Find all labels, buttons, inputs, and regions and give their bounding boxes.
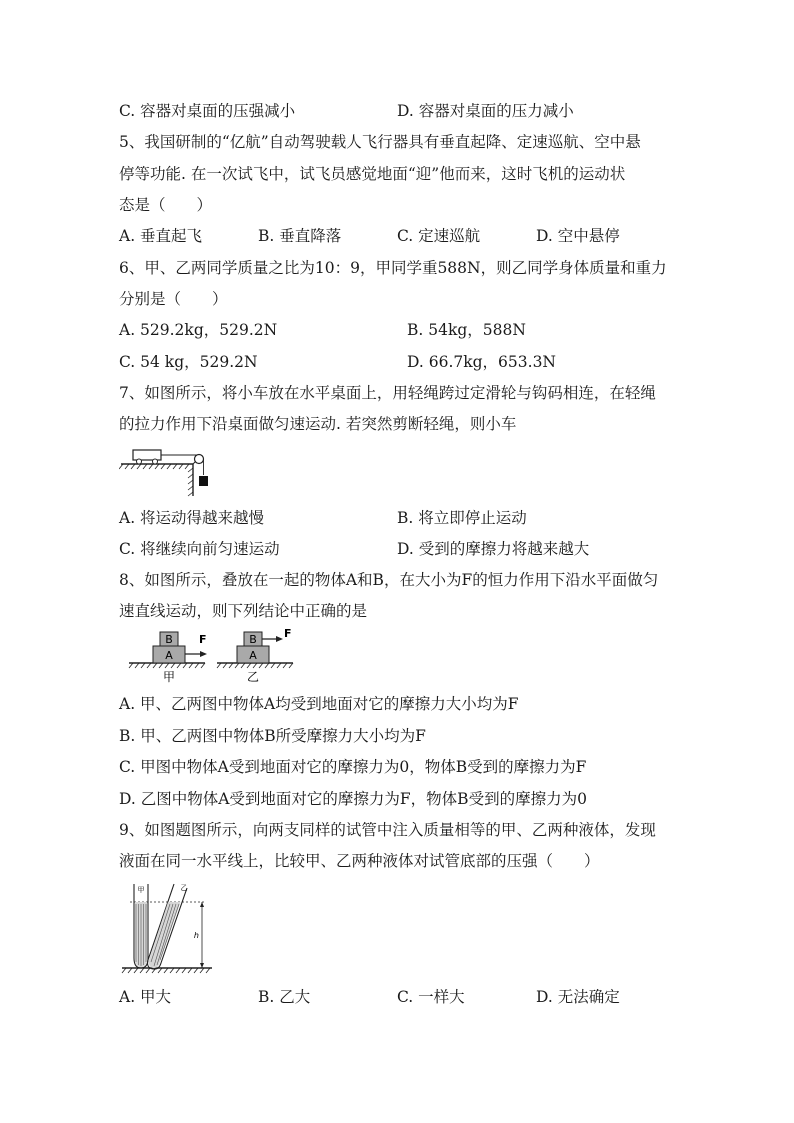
q6-stem-line2: 分别是（ ） [119, 290, 228, 308]
q4-option-d: D. 容器对桌面的压力减小 [397, 102, 574, 120]
label-yi: 乙 [246, 670, 260, 684]
q5-stem-line1: 5、我国研制的“亿航”自动驾驶载人飞行器具有垂直起降、定速巡航、空中悬 [119, 133, 641, 151]
hook-weight [199, 476, 208, 486]
cart-wheel [137, 459, 142, 464]
q9-option-b: B. 乙大 [258, 988, 311, 1006]
q5-option-c: C. 定速巡航 [397, 227, 481, 245]
q8-stem-line1: 8、如图所示，叠放在一起的物体A和B，在大小为F的恒力作用下沿水平面做匀 [119, 571, 659, 589]
q8-option-b: B. 甲、乙两图中物体B所受摩擦力大小均为F [119, 727, 426, 745]
q7-option-a: A. 将运动得越来越慢 [119, 509, 265, 527]
cart-wheel [153, 459, 158, 464]
q6-option-d: D. 66.7kg，653.3N [407, 353, 556, 371]
q8-stem-line2: 速直线运动，则下列结论中正确的是 [119, 602, 368, 620]
q9-option-d: D. 无法确定 [536, 988, 620, 1006]
q8-option-a: A. 甲、乙两图中物体A均受到地面对它的摩擦力大小均为F [119, 695, 519, 713]
q7-option-d: D. 受到的摩擦力将越来越大 [397, 540, 590, 558]
q7-stem-line1: 7、如图所示，将小车放在水平桌面上，用轻绳跨过定滑轮与钩码相连，在轻绳 [119, 384, 656, 402]
q6-stem-line1: 6、甲、乙两同学质量之比为10：9，甲同学重588N，则乙同学身体质量和重力 [119, 259, 667, 277]
label-f-left: F [199, 633, 207, 646]
label-f-right: F [284, 627, 292, 640]
q6-option-b: B. 54kg，588N [407, 321, 526, 339]
q9-option-a: A. 甲大 [119, 988, 172, 1006]
test-tubes-figure [120, 880, 220, 976]
q5-option-a: A. 垂直起飞 [119, 227, 203, 245]
label-jia: 甲 [137, 886, 145, 894]
q9-stem-line1: 9、如图题图所示，向两支同样的试管中注入质量相等的甲、乙两种液体，发现 [119, 821, 656, 839]
table-hatching [119, 464, 189, 469]
q5-stem-line3: 态是（ ） [119, 196, 213, 214]
cart-pulley-figure [119, 444, 214, 499]
label-a-left: A [165, 649, 173, 662]
q9-stem-line2: 液面在同一水平线上，比较甲、乙两种液体对试管底部的压强（ ） [119, 852, 600, 870]
label-b-right: B [249, 633, 257, 646]
label-a-right: A [249, 649, 257, 662]
label-yi: 乙 [180, 884, 188, 892]
q8-option-d: D. 乙图中物体A受到地面对它的摩擦力为F，物体B受到的摩擦力为0 [119, 790, 587, 808]
q8-option-c: C. 甲图中物体A受到地面对它的摩擦力为0，物体B受到的摩擦力为F [119, 758, 587, 776]
pulley [195, 455, 204, 464]
q6-option-a: A. 529.2kg，529.2N [119, 321, 278, 339]
q7-option-c: C. 将继续向前匀速运动 [119, 540, 280, 558]
label-jia: 甲 [162, 670, 176, 684]
q5-option-d: D. 空中悬停 [536, 227, 620, 245]
q5-stem-line2: 停等功能. 在一次试飞中，试飞员感觉地面“迎”他而来，这时飞机的运动状 [119, 165, 626, 183]
q9-option-c: C. 一样大 [397, 988, 465, 1006]
q6-option-c: C. 54 kg，529.2N [119, 353, 258, 371]
label-b-left: B [165, 633, 173, 646]
stacked-blocks-figure [127, 627, 297, 685]
label-h: h [193, 931, 199, 940]
q5-option-b: B. 垂直降落 [258, 227, 342, 245]
cart-body [133, 450, 161, 460]
q7-stem-line2: 的拉力作用下沿桌面做匀速运动. 若突然剪断轻绳，则小车 [119, 415, 517, 433]
q7-option-b: B. 将立即停止运动 [397, 509, 527, 527]
q4-option-c: C. 容器对桌面的压强减小 [119, 102, 296, 120]
